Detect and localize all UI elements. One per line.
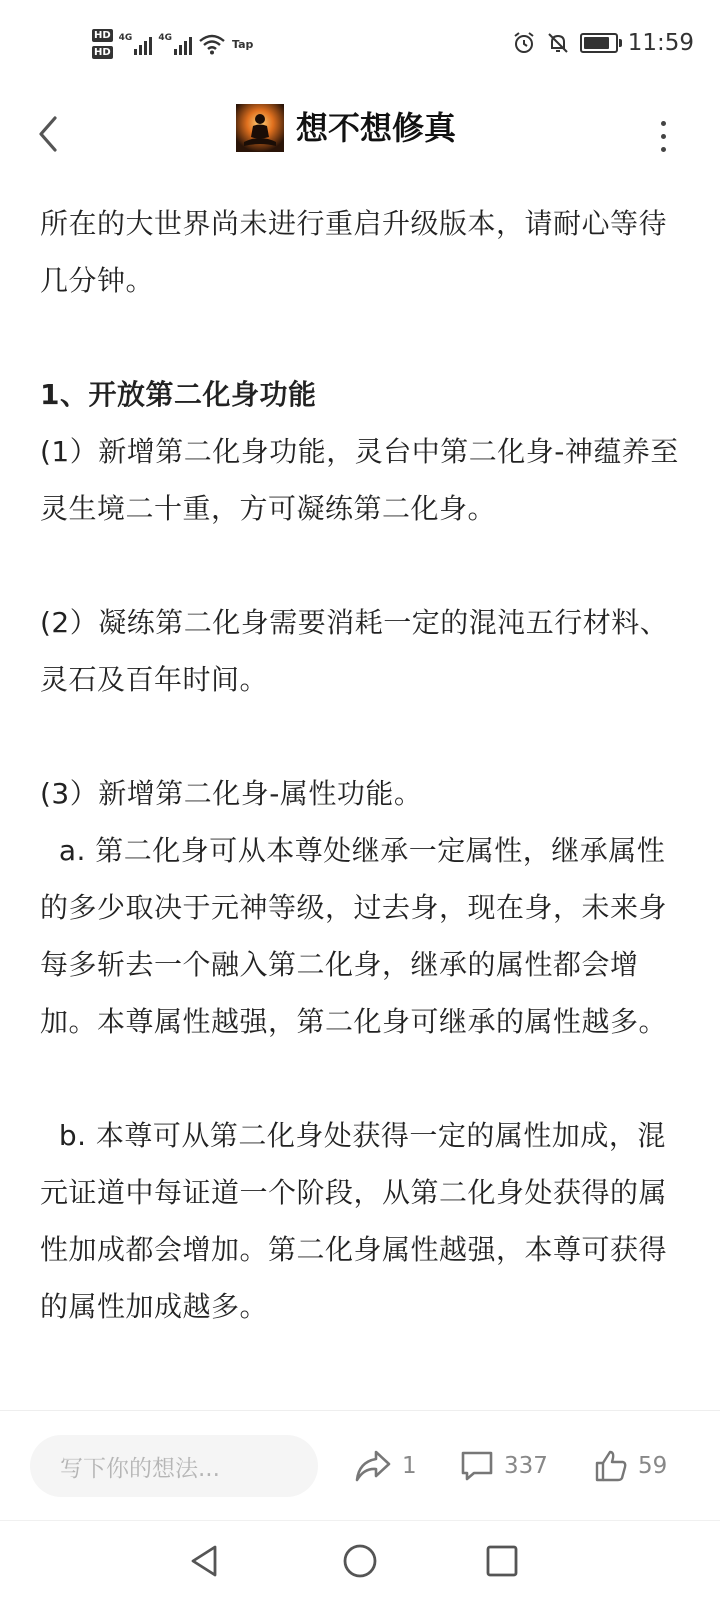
- comment-placeholder: 写下你的想法...: [60, 1455, 220, 1482]
- sim1-hd-badge: HD: [94, 30, 111, 41]
- article-body: [40, 182, 680, 1410]
- nav-back-button[interactable]: [176, 1533, 232, 1589]
- system-nav-bar: [0, 1520, 720, 1601]
- comments-button[interactable]: [460, 1435, 548, 1497]
- status-right: [512, 26, 694, 60]
- triangle-back-icon: [187, 1543, 221, 1579]
- circle-home-icon: [341, 1542, 379, 1580]
- article-paragraph: [40, 309, 680, 366]
- tap-label: Tap: [231, 37, 254, 51]
- section-heading: 1、开放第二化身功能: [40, 378, 317, 411]
- article-paragraph: [40, 708, 680, 765]
- battery-level: [584, 37, 609, 49]
- nav-home-button[interactable]: [332, 1533, 388, 1589]
- status-time: 11:59: [627, 30, 694, 56]
- sim2-hd-badge: HD: [94, 47, 111, 58]
- network2-label: 4G: [158, 33, 172, 43]
- article-paragraph: [40, 537, 680, 594]
- comment-input[interactable]: [30, 1435, 318, 1497]
- status-left: [92, 22, 253, 66]
- meditating-figure-icon: [236, 104, 284, 152]
- article-paragraph: (2）凝练第二化身需要消耗一定的混沌五行材料、灵石及百年时间。: [40, 606, 669, 696]
- status-bar: [0, 0, 720, 86]
- chevron-left-icon: [35, 114, 61, 154]
- like-count: 59: [638, 1453, 668, 1479]
- comment-bubble-icon: [460, 1450, 494, 1482]
- share-button[interactable]: [354, 1435, 417, 1497]
- signal-icon: [119, 33, 153, 55]
- article-paragraph: a. 第二化身可从本尊处继承一定属性，继承属性的多少取决于元神等级，过去身，现在身，未来身每多斩去一个融入第二化身，继承的属性都会增加。本尊属性越强，第二化身可继承的属性越多。: [40, 834, 668, 1038]
- share-count: 1: [402, 1453, 417, 1479]
- back-button[interactable]: [22, 108, 74, 160]
- article-paragraph: [40, 1050, 680, 1107]
- app-icon: [236, 104, 284, 152]
- bottom-action-bar: [0, 1410, 720, 1521]
- more-vertical-icon: [661, 121, 666, 126]
- article-paragraph: 所在的大世界尚未进行重启升级版本，请耐心等待几分钟。: [40, 207, 668, 297]
- nav-recent-apps-button[interactable]: [474, 1533, 530, 1589]
- title-bar: [0, 86, 720, 182]
- page-title: 想不想修真: [296, 109, 457, 147]
- article-paragraph: b. 本尊可从第二化身处获得一定的属性加成，混元证道中每证道一个阶段，从第二化身处获得的属性加成都会增加。第二化身属性越强，本尊可获得的属性加成越多。: [40, 1119, 668, 1323]
- thumbs-up-icon: [594, 1449, 628, 1483]
- article-paragraph: (1）新增第二化身功能，灵台中第二化身-神蕴养至灵生境二十重，方可凝练第二化身。: [40, 435, 679, 525]
- mute-bell-icon: [546, 31, 570, 55]
- sim-indicators: [92, 29, 113, 59]
- battery-icon: [580, 33, 618, 53]
- share-arrow-icon: [354, 1449, 392, 1483]
- square-recent-icon: [485, 1544, 519, 1578]
- signal-icon-2: [158, 33, 192, 55]
- article-paragraph: (3）新增第二化身-属性功能。: [40, 777, 423, 810]
- wifi-icon: [198, 33, 226, 55]
- like-button[interactable]: [594, 1435, 667, 1497]
- alarm-icon: [512, 31, 536, 55]
- network1-label: 4G: [118, 33, 133, 43]
- comment-count: 337: [504, 1453, 548, 1479]
- more-options-button[interactable]: [650, 112, 676, 160]
